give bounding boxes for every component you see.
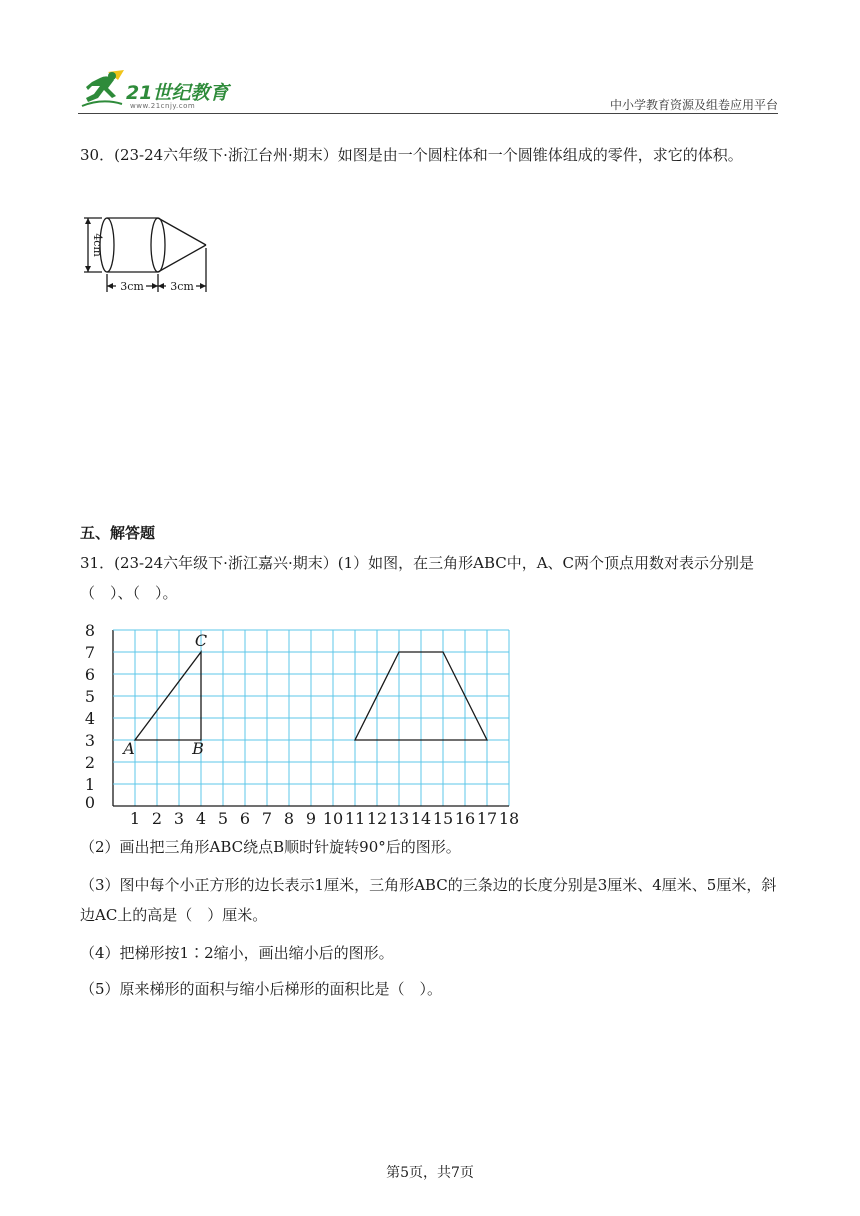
x-tick-label: 16 [454,809,476,828]
x-tick-label: 12 [366,809,388,828]
x-tick-label: 5 [217,809,229,828]
question-31-part-2: （2）画出把三角形ABC绕点B顺时针旋转90°后的图形。 [80,838,461,856]
x-tick-label: 8 [283,809,295,828]
x-tick-label: 7 [261,809,273,828]
y-tick-label: 2 [84,753,96,772]
x-tick-label: 10 [322,809,344,828]
vertex-labels [121,631,207,758]
cone-length-label: 3cm [170,280,194,293]
x-tick-label: 18 [498,809,520,828]
x-tick-label: 6 [239,809,251,828]
cylinder-length-label: 3cm [120,280,144,293]
y-tick-label: 1 [84,775,96,794]
height-label: 4cm [91,233,104,257]
y-tick-label: 8 [84,621,96,640]
logo [78,68,278,114]
coordinate-grid-figure [76,620,520,828]
y-tick-label: 0 [84,793,96,812]
x-tick-label: 14 [410,809,432,828]
x-axis-ticks [130,809,519,828]
question-31-part-1: 31．(23-24六年级下·浙江嘉兴·期末）(1）如图，在三角形ABC中，A、C两个顶点用数对表示分别是（ ）、（ ）。 [80,554,755,602]
y-tick-label: 3 [84,731,96,750]
page-footer: 第5页，共7页 [386,1165,474,1181]
x-tick-label: 9 [305,809,317,828]
vertex-label-c: C [194,631,208,650]
x-tick-label: 3 [173,809,185,828]
x-tick-label: 1 [129,809,141,828]
question-30: 30．(23-24六年级下·浙江台州·期末）如图是由一个圆柱体和一个圆锥体组成的零件，求它的体积。 [80,146,743,164]
x-tick-label: 4 [195,809,207,828]
question-31-part-4: （4）把梯形按1∶2缩小，画出缩小后的图形。 [80,944,394,962]
section-title: 五、解答题 [80,524,156,542]
x-tick-label: 17 [476,809,498,828]
page-header [78,68,778,116]
grid-lines [113,630,509,806]
vertex-label-a: A [123,739,135,758]
y-tick-label: 7 [84,643,96,662]
vertex-label-b: B [192,739,204,758]
logo-subtitle: www.21cnjy.com [130,102,196,110]
question-31-part-3: （3）图中每个小正方形的边长表示1厘米，三角形ABC的三条边的长度分别是3厘米、4厘米、5厘米，斜边AC上的高是（ ）厘米。 [80,876,777,924]
x-tick-label: 11 [344,809,366,828]
cylinder-cone-figure [80,212,220,296]
question-31-part-5: （5）原来梯形的面积与缩小后梯形的面积比是（ ）。 [80,980,443,998]
x-tick-label: 13 [388,809,410,828]
logo-title: 21世纪教育 [126,82,229,104]
y-axis-ticks [85,621,95,812]
header-platform-text: 中小学教育资源及组卷应用平台 [609,98,778,112]
header-divider [78,113,778,114]
x-tick-label: 2 [151,809,163,828]
x-tick-label: 15 [432,809,454,828]
y-tick-label: 4 [84,709,96,728]
y-tick-label: 6 [84,665,96,684]
y-tick-label: 5 [84,687,96,706]
runner-logo-icon [78,68,126,112]
